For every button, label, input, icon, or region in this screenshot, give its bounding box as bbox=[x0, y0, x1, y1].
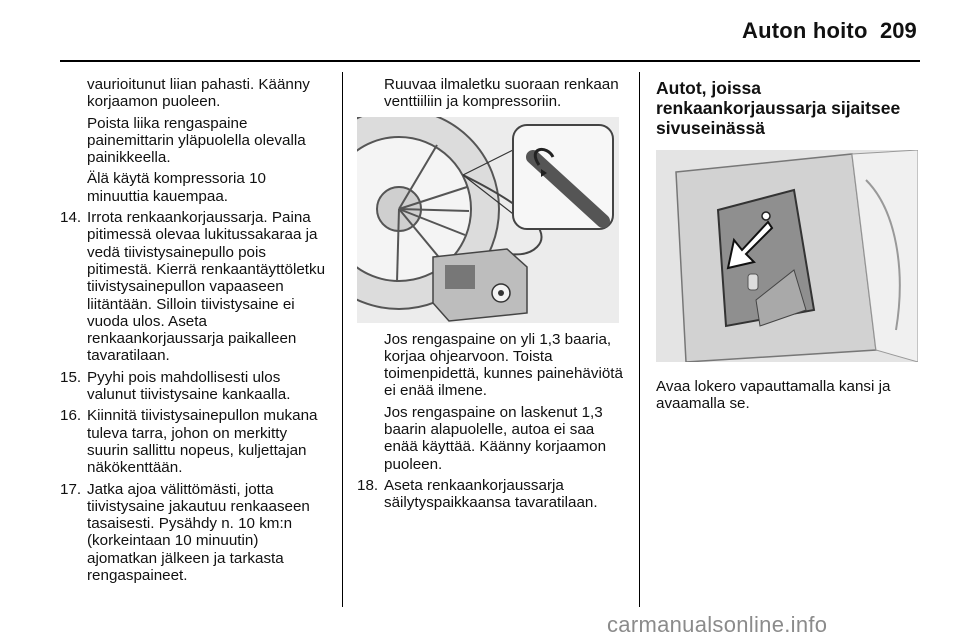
watermark: carmanualsonline.info bbox=[607, 612, 828, 637]
step-number: 17. bbox=[60, 480, 82, 498]
step-item bbox=[60, 407, 328, 476]
section-title: Auton hoito bbox=[742, 18, 868, 43]
header-rule bbox=[60, 60, 920, 62]
paragraph: Jos rengaspaine on yli 1,3 baaria, korjaa ohjearvoon. Toista toimenpidettä, kunnes painehäviötä ei enää ilmene. bbox=[384, 330, 623, 400]
trunk-compartment-illustration bbox=[656, 150, 918, 362]
column-divider-2 bbox=[639, 72, 640, 607]
step-text: Kiinnitä tiivistysainepullon mukana tuleva tarra, johon on merkitty suurin sallittu nopeus, kuljettajan näkökenttään. bbox=[87, 407, 318, 477]
step-text: Pyyhi pois mahdollisesti ulos valunut tiivistysaine kankaalla. bbox=[87, 368, 291, 404]
column-divider-1 bbox=[342, 72, 343, 607]
step-item bbox=[60, 481, 328, 585]
step-text: Irrota renkaankorjaussarja. Paina pitimessä olevaa lukitussakaraa ja vedä tiivistysainepullo pois pitimestä. Kierrä renkaantäyttöletku tiivistysainepullon vapaaseen liitäntään. Silloin tiivistysaine ei vuoda ulos. Aseta renkaankorjaussarja paikalleen tavaratilaan. bbox=[87, 209, 326, 365]
paragraph: Ruuvaa ilmaletku suoraan renkaan venttiiliin ja kompressoriin. bbox=[384, 76, 619, 111]
column-2 bbox=[357, 76, 625, 516]
step-text: Aseta renkaankorjaussarja säilytyspaikkaansa tavaratilaan. bbox=[384, 476, 598, 512]
step-text: Jatka ajoa välittömästi, jotta tiivistysaine jakautuu renkaaseen tasaisesti. Pysähdy n. 10 km:n (korkeintaan 10 minuutin) ajomatkan jälkeen ja tarkasta rengaspaineet. bbox=[87, 480, 310, 585]
step-number: 14. bbox=[60, 209, 82, 227]
paragraph: Avaa lokero vapauttamalla kansi ja avaamalla se. bbox=[656, 378, 891, 413]
paragraph: Poista liika rengaspaine painemittarin yläpuolella olevalla painikkeella. bbox=[87, 114, 306, 167]
compressor-illustration bbox=[357, 117, 619, 323]
compressor-unit bbox=[433, 249, 527, 321]
paragraph: Jos rengaspaine on laskenut 1,3 baarin alapuolelle, autoa ei saa enää käyttää. Käänny korjaamon puoleen. bbox=[384, 403, 607, 473]
paragraph: Älä käytä kompressoria 10 minuuttia kauempaa. bbox=[87, 170, 266, 205]
section-heading: Autot, joissa renkaankorjaussarja sijaitsee sivuseinässä bbox=[656, 78, 901, 138]
step-number: 16. bbox=[60, 407, 82, 425]
step-item bbox=[60, 369, 328, 404]
step-item bbox=[60, 209, 328, 365]
paragraph: vaurioitunut liian pahasti. Käänny korjaamon puoleen. bbox=[87, 76, 310, 111]
page-number: 209 bbox=[880, 18, 917, 43]
step-item bbox=[357, 477, 625, 512]
column-1 bbox=[60, 76, 328, 588]
column-3 bbox=[656, 78, 920, 417]
step-number: 15. bbox=[60, 368, 82, 386]
step-number: 18. bbox=[357, 476, 379, 494]
